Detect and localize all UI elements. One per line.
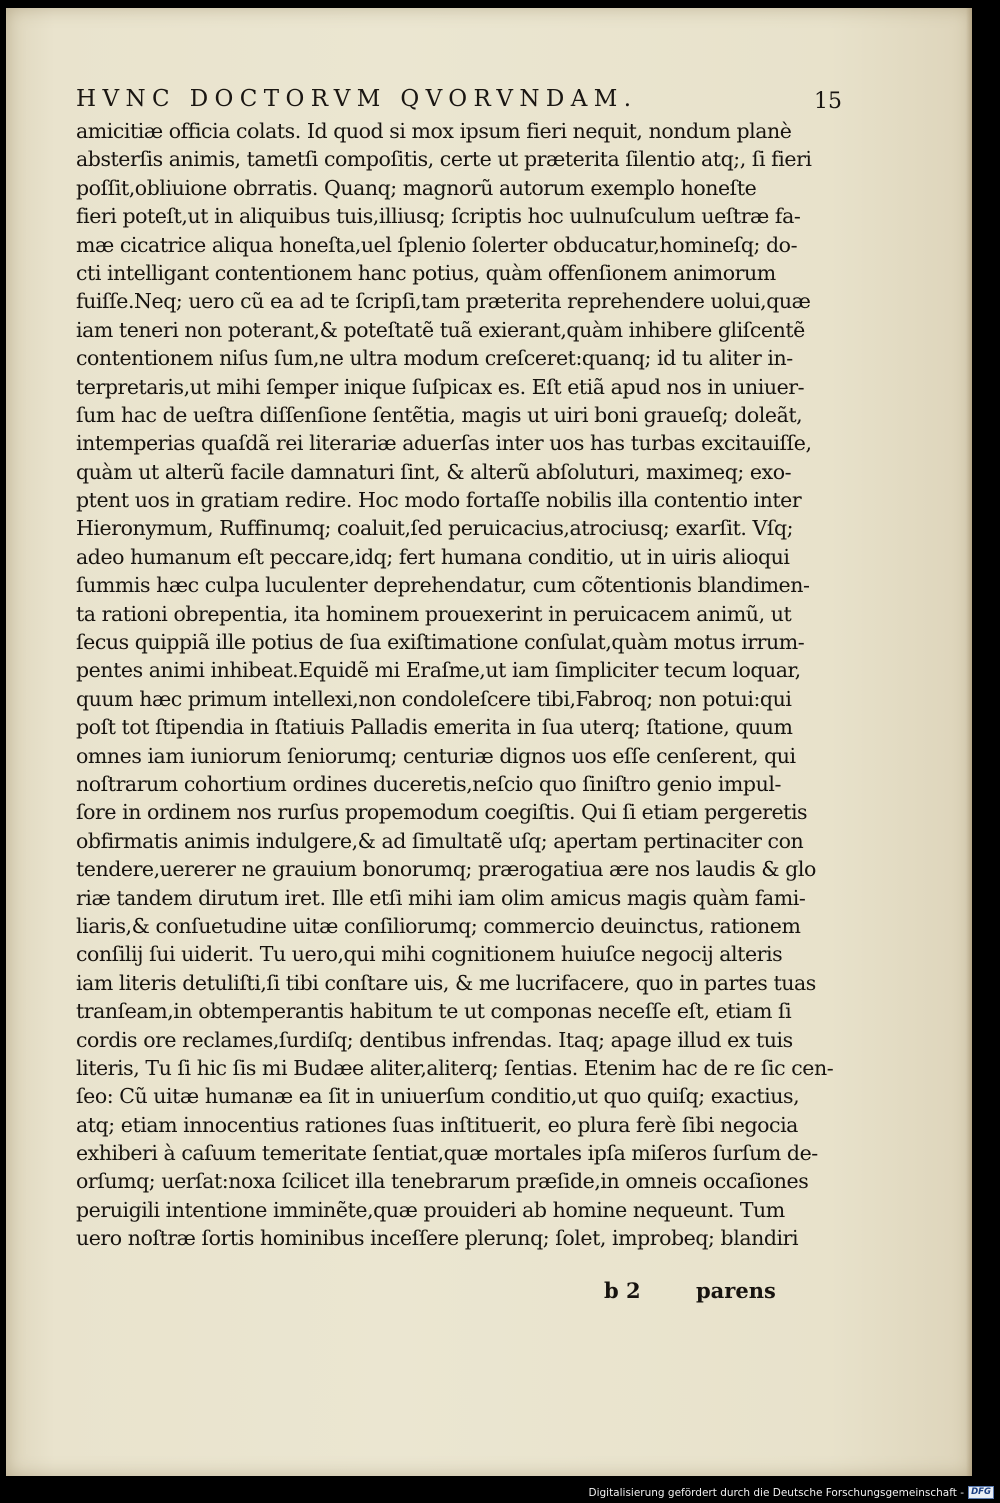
body-text xyxy=(76,117,834,1253)
text-line: ptent uos in gratiam redire. Hoc modo fortaſſe nobilis illa contentio inter xyxy=(76,488,802,513)
running-head: HVNC DOCTORVM QVORVNDAM. xyxy=(76,86,638,112)
text-line: tranſeam,in obtemperantis habitum te ut componas neceſſe eſt, etiam ſi xyxy=(76,999,792,1024)
text-line: intemperias quaſdã rei literariæ aduerſas inter uos has turbas excitauiſſe, xyxy=(76,431,812,456)
text-line: iam literis detuliſti,ſi tibi conſtare uis, & me lucrifacere, quo in partes tuas xyxy=(76,970,816,995)
text-line: orſumq; uerſat:noxa ſcilicet illa tenebrarum præſide,in omneis occaſiones xyxy=(76,1169,809,1194)
text-line: noſtrarum cohortium ordines duceretis,neſcio quo ſiniſtro genio impul- xyxy=(76,771,781,796)
text-line: fieri poteſt,ut in aliquibus tuis,illiusq; ſcriptis hoc uulnuſculum ueſtræ fa- xyxy=(76,204,801,229)
text-line: mæ cicatrice aliqua honeſta,uel ſplenio ſolerter obducatur,homineſq; do- xyxy=(76,232,798,257)
text-line: terpretaris,ut mihi ſemper inique ſuſpicax es. Eſt etiã apud nos in uniuer- xyxy=(76,374,805,399)
text-line: exhiberi à caſuum temeritate ſentiat,quæ mortales ipſa miſeros ſurſum de- xyxy=(76,1141,818,1166)
text-line: tendere,uererer ne grauium bonorumq; prærogatiua ære nos laudis & glo xyxy=(76,857,816,882)
page-number: 15 xyxy=(814,89,842,114)
signature-mark: b 2 xyxy=(604,1278,641,1303)
text-line: poſt tot ſtipendia in ſtatiuis Palladis emerita in ſua uterq; ſtatione, quum xyxy=(76,715,793,740)
text-line: adeo humanum eſt peccare,idq; fert humana conditio, ut in uiris alioqui xyxy=(76,544,790,569)
text-line: absterſis animis, tametſi compoſitis, certe ut præterita ſilentio atq;, ſi fieri xyxy=(76,147,812,172)
text-line: peruigili intentione imminẽte,quæ prouideri ab homine nequeunt. Tum xyxy=(76,1197,785,1222)
text-line: riæ tandem dirutum iret. Ille etſi mihi iam olim amicus magis quàm fami- xyxy=(76,885,806,910)
text-line: ta rationi obrepentia, ita hominem prouexerint in peruicacem animũ, ut xyxy=(76,601,792,626)
text-line: poſſit,obliuione obrratis. Quanq; magnorũ autorum exemplo honeſte xyxy=(76,175,757,200)
text-line: literis, Tu ſi hic ſis mi Budæe aliter,aliterq; ſentias. Etenim hac de re ſic cen- xyxy=(76,1055,834,1080)
text-line: cti intelligant contentionem hanc potius, quàm offenſionem animorum xyxy=(76,260,776,285)
text-line: obfirmatis animis indulgere,& ad ſimultatẽ uſq; apertam pertinaciter con xyxy=(76,828,804,853)
text-line: ſummis hæc culpa luculenter deprehendatur, cum cõtentionis blandimen- xyxy=(76,573,810,598)
text-line: ſecus quippiã ille potius de ſua exiſtimatione conſulat,quàm motus irrum- xyxy=(76,630,805,655)
funding-note: Digitalisierung gefördert durch die Deutsche Forschungsgemeinschaft - xyxy=(588,1487,964,1499)
text-line: fuiſſe.Neq; uero cũ ea ad te ſcripſi,tam præterita reprehendere uolui,quæ xyxy=(76,289,811,314)
text-line: liaris,& conſuetudine uitæ conſiliorumq; commercio deuinctus, rationem xyxy=(76,913,801,938)
text-line: iam teneri non poterant,& poteſtatẽ tuã exierant,quàm inhibere gliſcentẽ xyxy=(76,317,805,342)
text-line: ſore in ordinem nos rurſus propemodum coegiſtis. Qui ſi etiam pergeretis xyxy=(76,800,808,825)
text-line: quàm ut alterũ facile damnaturi ſint, & alterũ abſoluturi, maximeq; exo- xyxy=(76,459,792,484)
text-line: uero noſtræ ſortis hominibus inceſſere plerunq; ſolet, improbeq; blandiri xyxy=(76,1226,799,1251)
dfg-logo: DFG xyxy=(968,1486,994,1499)
text-line: atq; etiam innocentius rationes ſuas inſtituerit, eo plura ferè ſibi negocia xyxy=(76,1112,798,1137)
text-line: quum hæc primum intellexi,non condoleſcere tibi,Fabroq; non potui:qui xyxy=(76,686,792,711)
text-line: cordis ore reclames,ſurdiſq; dentibus infrendas. Itaq; apage illud ex tuis xyxy=(76,1027,793,1052)
text-line: ſeo: Cũ uitæ humanæ ea ſit in uniuerſum conditio,ut quo quiſq; exactius, xyxy=(76,1084,800,1109)
text-line: contentionem niſus ſum,ne ultra modum creſceret:quanq; id tu aliter in- xyxy=(76,346,793,371)
text-line: pentes animi inhibeat.Equidẽ mi Eraſme,ut iam ſimpliciter tecum loquar, xyxy=(76,658,801,683)
page-edge xyxy=(966,8,972,1476)
text-line: conſilij ſui uiderit. Tu uero,qui mihi cognitionem huiuſce negocij alteris xyxy=(76,942,783,967)
text-line: amicitiæ officia colats. Id quod si mox ipsum fieri nequit, nondum planè xyxy=(76,119,792,143)
text-line: ſum hac de ueſtra diſſenſione ſentẽtia, magis ut uiri boni graueſq; doleãt, xyxy=(76,402,803,427)
catchword: parens xyxy=(696,1278,776,1303)
text-line: Hieronymum, Ruffinumq; coaluit,ſed peruicacius,atrociusq; exarſit. Vſq; xyxy=(76,516,794,541)
text-line: omnes iam iuniorum ſeniorumq; centuriæ dignos uos eſſe cenſerent, qui xyxy=(76,743,796,768)
